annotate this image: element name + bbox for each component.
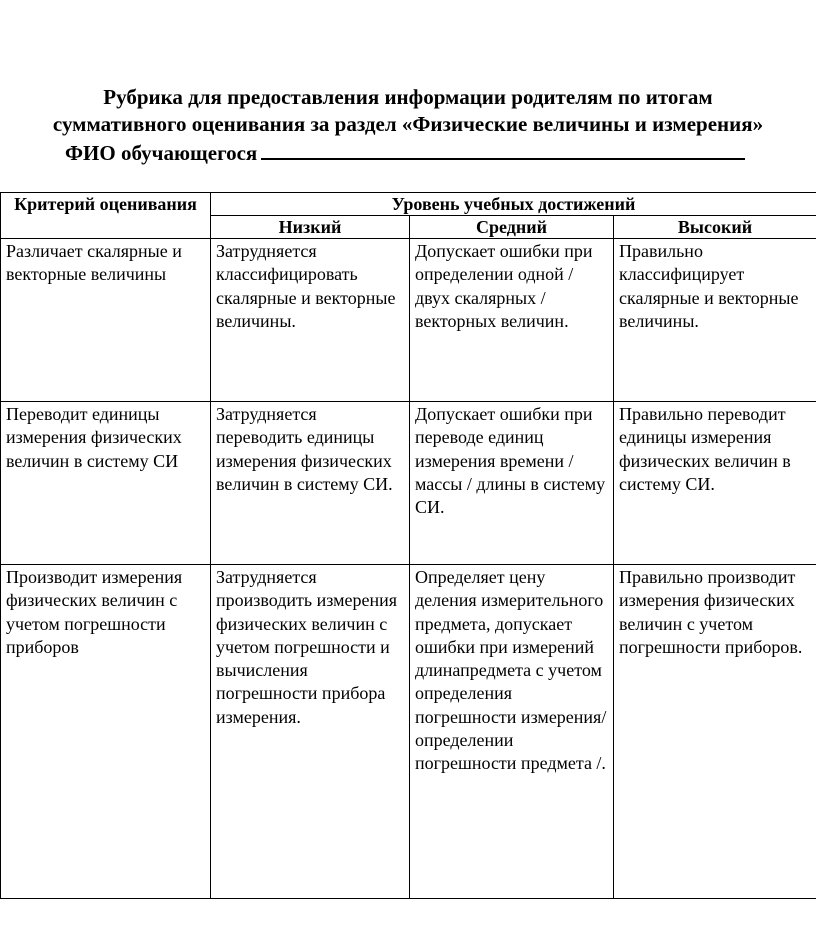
cell-text: Определяет цену деления измерительного предмета, допускает ошибки при измерений длинапредмета с учетом определения погрешности измерения/ определении погрешности предмета /. <box>415 567 607 774</box>
cell-low <box>211 565 410 899</box>
cell-criterion <box>1 402 211 565</box>
cell-text: Различает скалярные и векторные величины <box>6 241 182 285</box>
cell-text: Правильно переводит единицы измерения физических величин в систему СИ. <box>619 404 791 494</box>
heading-line-1: Рубрика для предоставления информации родителям по итогам <box>103 85 713 109</box>
header-low: Низкий <box>211 216 410 239</box>
cell-text: Допускает ошибки при переводе единиц измерения времени / массы / длины в систему СИ. <box>415 404 606 518</box>
header-levels-group: Уровень учебных достижений <box>211 193 816 216</box>
document-heading <box>0 84 816 167</box>
table-row <box>1 402 816 565</box>
header-high: Высокий <box>614 216 816 239</box>
header-criterion: Критерий оценивания <box>1 193 211 239</box>
table-row <box>1 565 816 899</box>
cell-text: Допускает ошибки при определении одной / двух скалярных / векторных величин. <box>415 241 593 331</box>
table-row <box>1 239 816 402</box>
cell-medium <box>410 565 614 899</box>
cell-text: Правильно классифицирует скалярные и векторные величины. <box>619 241 799 331</box>
rubric-table <box>0 192 816 899</box>
cell-medium <box>410 402 614 565</box>
cell-low <box>211 239 410 402</box>
cell-low <box>211 402 410 565</box>
cell-text: Переводит единицы измерения физических величин в систему СИ <box>6 404 182 471</box>
cell-high <box>614 565 816 899</box>
cell-text: Производит измерения физических величин с учетом погрешности приборов <box>6 567 183 657</box>
cell-high <box>614 402 816 565</box>
cell-text: Затрудняется переводить единицы измерения физических величин в систему СИ. <box>216 404 393 494</box>
cell-criterion <box>1 239 211 402</box>
cell-text: Затрудняется производить измерения физических величин с учетом погрешности и вычисления погрешности прибора измерения. <box>216 567 398 727</box>
fio-line <box>0 138 816 167</box>
fio-label: ФИО обучающегося <box>65 141 258 165</box>
cell-medium <box>410 239 614 402</box>
fio-blank-field[interactable] <box>261 138 745 160</box>
header-medium: Средний <box>410 216 614 239</box>
heading-line-2: суммативного оценивания за раздел «Физические величины и измерения» <box>52 112 764 136</box>
cell-criterion <box>1 565 211 899</box>
cell-text: Правильно производит измерения физических величин с учетом погрешности приборов. <box>619 567 803 657</box>
cell-text: Затрудняется классифицировать скалярные и векторные величины. <box>216 241 396 331</box>
cell-high <box>614 239 816 402</box>
